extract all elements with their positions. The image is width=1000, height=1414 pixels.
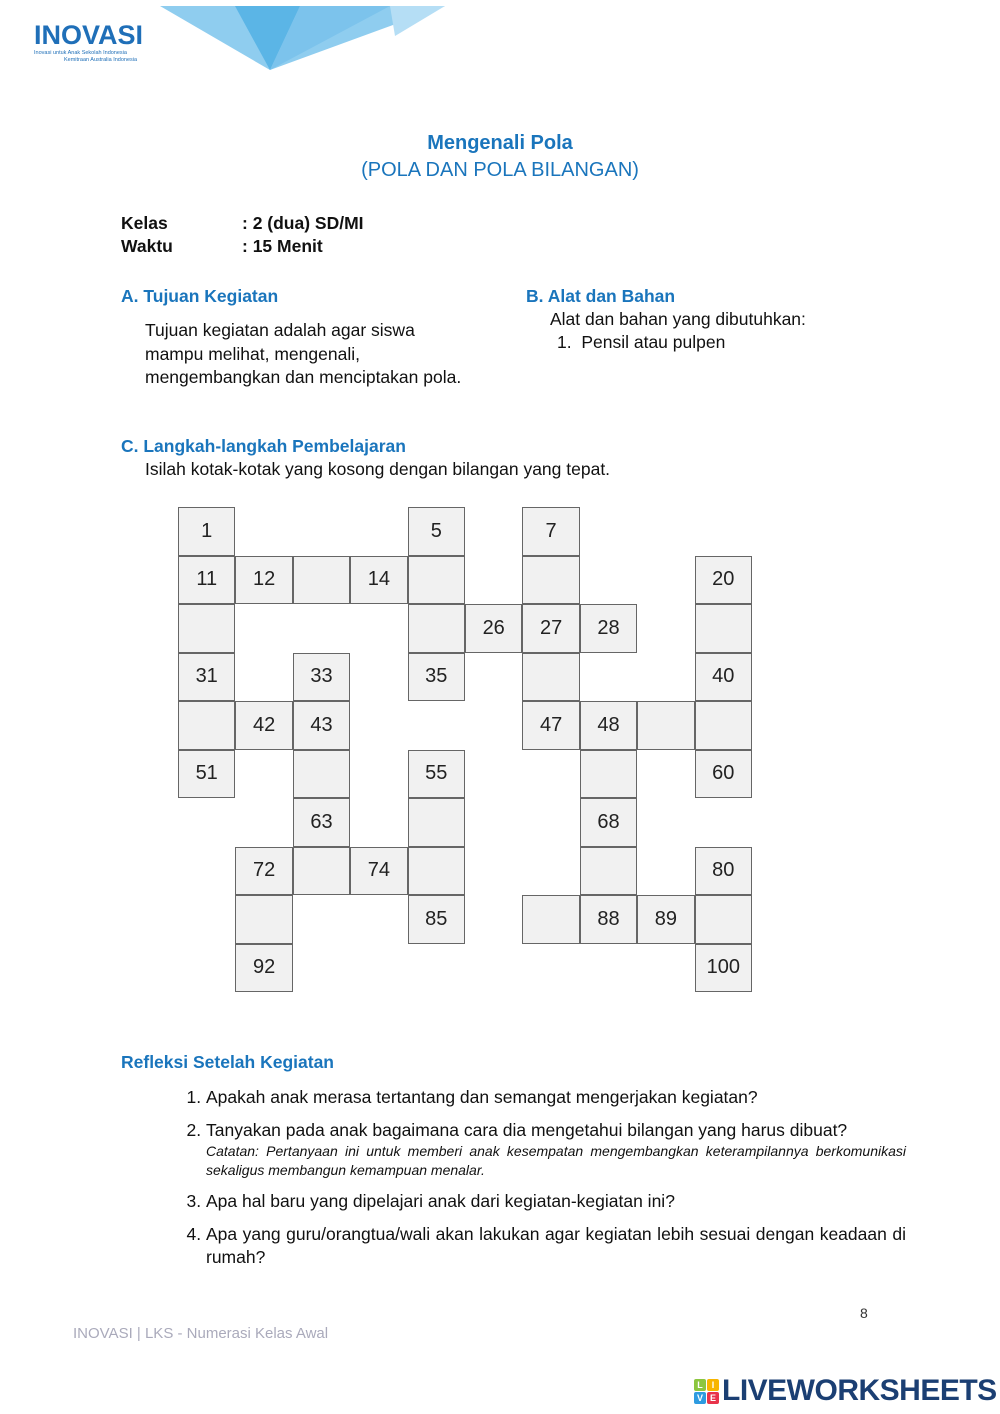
section-b-heading: B. Alat dan Bahan [526,286,676,306]
number-cell: 11 [178,556,235,605]
logo-letter: L [694,1379,706,1391]
answer-input-cell[interactable] [293,556,350,605]
number-cell: 33 [293,653,350,702]
number-cell: 26 [465,604,522,653]
number-cell: 5 [408,507,465,556]
number-cell: 35 [408,653,465,702]
logo-letter: I [707,1379,719,1391]
section-a-text: Tujuan kegiatan adalah agar siswa mampu melihat, mengenali, mengembangkan dan menciptakan pola. [145,320,462,387]
logo-tagline-1: Inovasi untuk Anak Sekolah Indonesia [34,50,127,56]
reflection-item [206,1086,906,1109]
number-cell: 74 [350,847,407,896]
page-subtitle: (POLA DAN POLA BILANGAN) [361,159,639,181]
number-cell: 63 [293,798,350,847]
logo-letter: E [707,1392,719,1404]
answer-input-cell[interactable] [695,604,752,653]
number-cell: 100 [695,944,752,993]
meta-label: Waktu [121,236,173,256]
liveworksheets-logo [694,1374,997,1408]
number-cell: 31 [178,653,235,702]
answer-input-cell[interactable] [293,750,350,799]
reflection-item [206,1119,906,1180]
number-cell: 47 [522,701,579,750]
reflection-item [206,1223,906,1269]
answer-input-cell[interactable] [178,604,235,653]
number-cell: 72 [235,847,292,896]
number-cell: 20 [695,556,752,605]
meta-kelas [121,213,364,234]
answer-input-cell[interactable] [293,847,350,896]
number-cell: 40 [695,653,752,702]
page-title: Mengenali Pola [427,132,573,154]
answer-input-cell[interactable] [695,701,752,750]
meta-waktu [121,236,323,257]
answer-input-cell[interactable] [695,895,752,944]
reflection-heading: Refleksi Setelah Kegiatan [121,1052,334,1072]
number-cell: 51 [178,750,235,799]
reflection-text: Apa hal baru yang dipelajari anak dari kegiatan-kegiatan ini? [206,1191,675,1211]
answer-input-cell[interactable] [580,847,637,896]
liveworksheets-logo-icon [694,1379,719,1404]
section-c-heading: C. Langkah-langkah Pembelajaran [121,436,406,456]
number-cell: 7 [522,507,579,556]
section-a-heading: A. Tujuan Kegiatan [121,286,279,306]
number-cell: 1 [178,507,235,556]
answer-input-cell[interactable] [522,653,579,702]
number-cell: 12 [235,556,292,605]
reflection-list [174,1086,906,1279]
logo-tagline-2: Kemitraan Australia Indonesia [64,57,138,63]
number-cell: 88 [580,895,637,944]
inovasi-logo: INOVASI [34,20,144,50]
section-b-intro: Alat dan bahan yang dibutuhkan: [550,309,806,329]
number-cell: 85 [408,895,465,944]
number-cell: 68 [580,798,637,847]
answer-input-cell[interactable] [522,556,579,605]
section-c-instruction: Isilah kotak-kotak yang kosong dengan bilangan yang tepat. [145,459,611,479]
answer-input-cell[interactable] [408,798,465,847]
page-number: 8 [860,1305,868,1321]
answer-input-cell[interactable] [408,847,465,896]
answer-input-cell[interactable] [580,750,637,799]
meta-value: : 15 Menit [242,236,323,256]
number-cell: 43 [293,701,350,750]
logo-letter: V [694,1392,706,1404]
number-cell: 92 [235,944,292,993]
answer-input-cell[interactable] [522,895,579,944]
answer-input-cell[interactable] [637,701,694,750]
answer-input-cell[interactable] [235,895,292,944]
footer-text: INOVASI | LKS - Numerasi Kelas Awal [73,1325,329,1342]
meta-value: : 2 (dua) SD/MI [242,213,364,233]
section-b-item: 1. Pensil atau pulpen [557,332,726,352]
header-decoration-graphic [160,6,450,70]
number-cell: 89 [637,895,694,944]
liveworksheets-brand-text: LIVEWORKSHEETS [722,1374,997,1407]
reflection-item [206,1190,906,1213]
inovasi-logo-tagline [34,50,137,64]
number-cell: 48 [580,701,637,750]
number-cell: 27 [522,604,579,653]
number-cell: 14 [350,556,407,605]
answer-input-cell[interactable] [178,701,235,750]
number-cell: 80 [695,847,752,896]
reflection-text: Apakah anak merasa tertantang dan semangat mengerjakan kegiatan? [206,1087,758,1107]
number-cell: 55 [408,750,465,799]
number-cell: 28 [580,604,637,653]
answer-input-cell[interactable] [408,556,465,605]
reflection-text: Tanyakan pada anak bagaimana cara dia mengetahui bilangan yang harus dibuat? [206,1120,848,1140]
number-cell: 42 [235,701,292,750]
meta-label: Kelas [121,213,168,233]
reflection-note: Catatan: Pertanyaan ini untuk memberi anak kesempatan mengembangkan keterampilannya berkomunikasi sekaligus membangun kemampuan menalar. [206,1143,906,1178]
reflection-text: Apa yang guru/orangtua/wali akan lakukan agar kegiatan lebih sesuai dengan keadaan di rumah? [206,1224,906,1267]
answer-input-cell[interactable] [408,604,465,653]
number-cell: 60 [695,750,752,799]
